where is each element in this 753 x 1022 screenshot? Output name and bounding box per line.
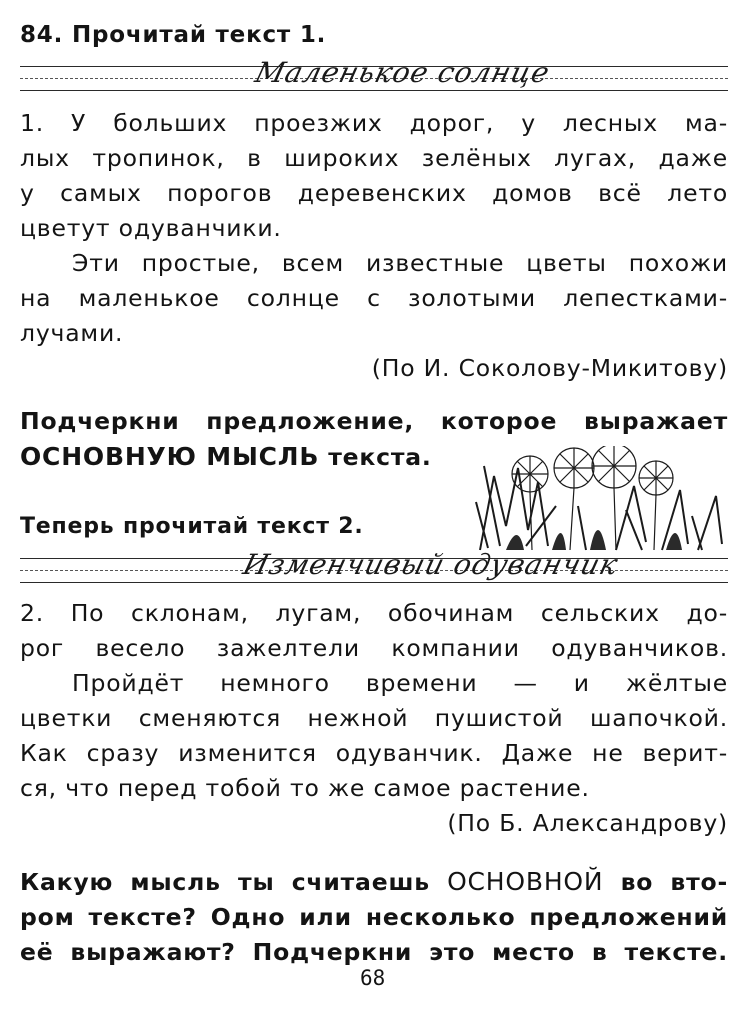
text-1 [20,106,728,386]
text1-line: Эти простые, всем известные цветы похожи [72,249,728,277]
task1-rest: текста. [319,443,432,471]
text1-line: у самых порогов деревенских домов всё лето [20,179,728,207]
task2-line3: её выражают? Подчеркни это место в тексте. [20,938,728,966]
page-number: 68 [360,966,386,990]
text1-line: лых тропинок, в широких зелёных лугах, даже [20,144,728,172]
exercise-title: 84. Прочитай текст 1. [20,22,327,48]
task2-line2: ром тексте? Одно или несколько предложений [20,903,728,931]
text1-line: лучами. [20,319,124,347]
text2-author: (По Б. Александрову) [447,809,728,837]
text-2 [20,596,728,841]
task-2 [20,864,728,970]
exercise-subtitle: Теперь прочитай текст 2. [20,514,364,539]
text2-line: ся, что перед тобой то же самое растение. [20,774,590,802]
text2-line: цветки сменяются нежной пушистой шапочкой. [20,704,728,732]
text2-line: Как сразу изменится одуванчик. Даже не верит- [20,739,728,767]
text2-line: рог весело зажелтели компании одуванчиков. [20,634,728,662]
handwritten-title-1: Маленькое солнце [251,56,554,89]
task1-caps: ОСНОВНУЮ МЫСЛЬ [20,442,320,471]
text2-line: 2. По склонам, лугам, обочинам сельских до- [20,599,728,627]
text1-line: цветут одуванчики. [20,214,282,242]
handwritten-title-2: Изменчивый одуванчик [239,548,622,581]
task2-l1a: Какую мысль ты считаешь [20,868,448,896]
text1-line: на маленькое солнце с золотыми лепестками- [20,284,728,312]
task2-line1 [20,864,728,900]
task1-line1: Подчеркни предложение, которое выражает [20,407,728,435]
text1-line: 1. У больших проезжих дорог, у лесных ма- [20,109,728,137]
task2-caps: ОСНОВНОЙ [447,867,604,896]
task2-l1c: во вто- [603,868,729,896]
text2-line: Пройдёт немного времени — и жёлтые [72,669,728,697]
dandelion-illustration [466,446,728,554]
text1-author: (По И. Соколову-Микитову) [371,354,728,382]
